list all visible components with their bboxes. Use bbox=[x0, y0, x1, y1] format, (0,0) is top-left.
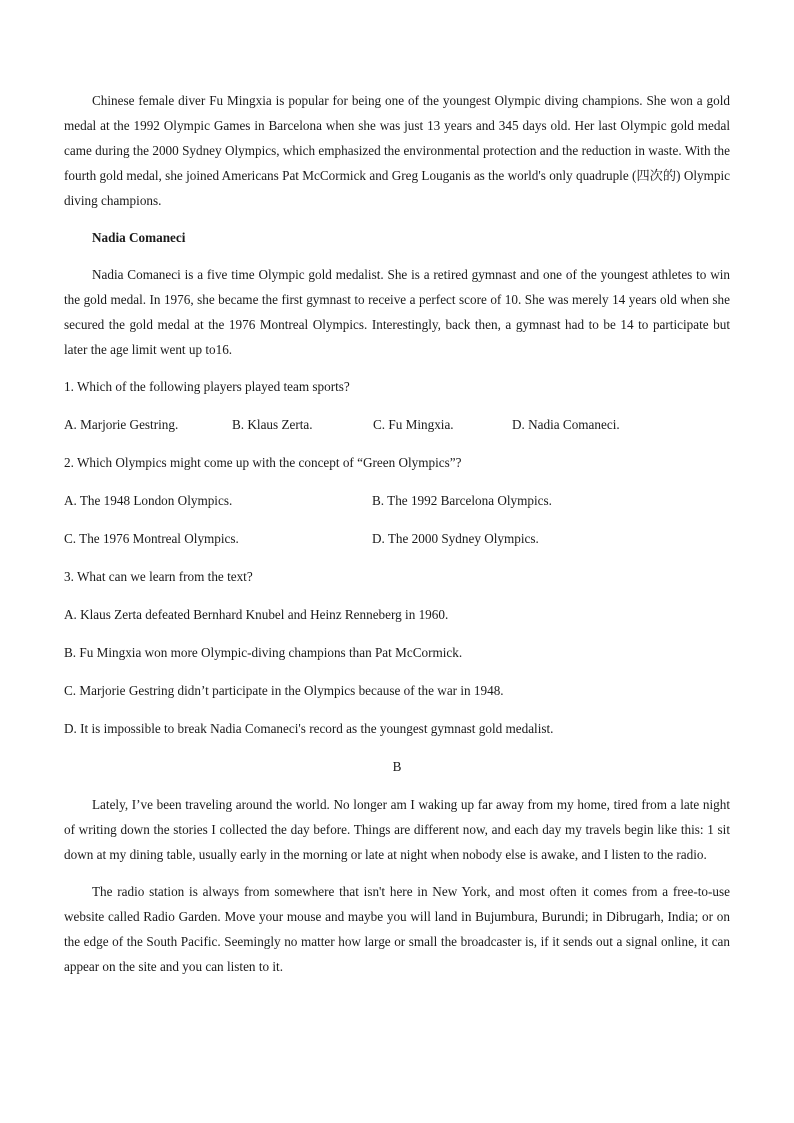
q1-option-d: D. Nadia Comaneci. bbox=[512, 417, 620, 432]
q3-option-c: C. Marjorie Gestring didn’t participate in the Olympics because of the war in 1948. bbox=[64, 683, 504, 698]
question-1-stem: 1. Which of the following players played team sports? bbox=[64, 379, 350, 394]
comaneci-heading: Nadia Comaneci bbox=[92, 230, 186, 245]
q2-option-b: B. The 1992 Barcelona Olympics. bbox=[372, 493, 552, 508]
q2-option-a: A. The 1948 London Olympics. bbox=[64, 493, 233, 508]
passage-b-label: B bbox=[392, 759, 402, 774]
q1-option-b: B. Klaus Zerta. bbox=[232, 417, 313, 432]
text-column bbox=[64, 88, 730, 991]
passage-b-paragraph-1: Lately, I’ve been traveling around the world. No longer am I waking up far away from my home, tired from a late night of writing down the stories I collected the day before. Things are different now, and each day my travels begin like this: 1 sit down at my dining table, usually early in the morning or late at night when nobody else is awake, and I listen to the radio. bbox=[64, 797, 730, 862]
q2-option-d: D. The 2000 Sydney Olympics. bbox=[372, 531, 539, 546]
question-2-options-row-1 bbox=[64, 488, 730, 513]
passage-b-paragraph-2: The radio station is always from somewhere that isn't here in New York, and most often it comes from a free-to-use website called Radio Garden. Move your mouse and maybe you will land in Bujumbura, Burundi; in Dibrugarh, India; or on the edge of the South Pacific. Seemingly no matter how large or small the broadcaster is, if it sends out a signal online, it can appear on the site and you can listen to it. bbox=[64, 884, 730, 974]
question-2-stem: 2. Which Olympics might come up with the concept of “Green Olympics”? bbox=[64, 455, 462, 470]
q1-option-c: C. Fu Mingxia. bbox=[373, 417, 454, 432]
question-3-stem: 3. What can we learn from the text? bbox=[64, 569, 253, 584]
q3-option-b: B. Fu Mingxia won more Olympic-diving champions than Pat McCormick. bbox=[64, 645, 463, 660]
question-2-options-row-2 bbox=[64, 526, 730, 551]
q3-option-d: D. It is impossible to break Nadia Comaneci's record as the youngest gymnast gold medalist. bbox=[64, 721, 554, 736]
comaneci-paragraph: Nadia Comaneci is a five time Olympic gold medalist. She is a retired gymnast and one of the youngest athletes to win the gold medal. In 1976, she became the first gymnast to receive a perfect score of 10. She was merely 14 years old when she secured the gold medal at the 1976 Montreal Olympics. Interestingly, back then, a gymnast had to be 14 to participate but later the age limit went up to16. bbox=[64, 267, 730, 357]
q1-option-a: A. Marjorie Gestring. bbox=[64, 417, 179, 432]
fu-mingxia-paragraph: Chinese female diver Fu Mingxia is popular for being one of the youngest Olympic diving champions. She won a gold medal at the 1992 Olympic Games in Barcelona when she was just 13 years and 345 days old. Her last Olympic gold medal came during the 2000 Sydney Olympics, which emphasized the environmental protection and the reduction in waste. With the fourth gold medal, she joined Americans Pat McCormick and Greg Louganis as the world's only quadruple (四次的) Olympic diving champions. bbox=[64, 93, 730, 208]
q2-option-c: C. The 1976 Montreal Olympics. bbox=[64, 531, 239, 546]
q3-option-a: A. Klaus Zerta defeated Bernhard Knubel and Heinz Renneberg in 1960. bbox=[64, 607, 449, 622]
question-1-options bbox=[64, 412, 730, 437]
